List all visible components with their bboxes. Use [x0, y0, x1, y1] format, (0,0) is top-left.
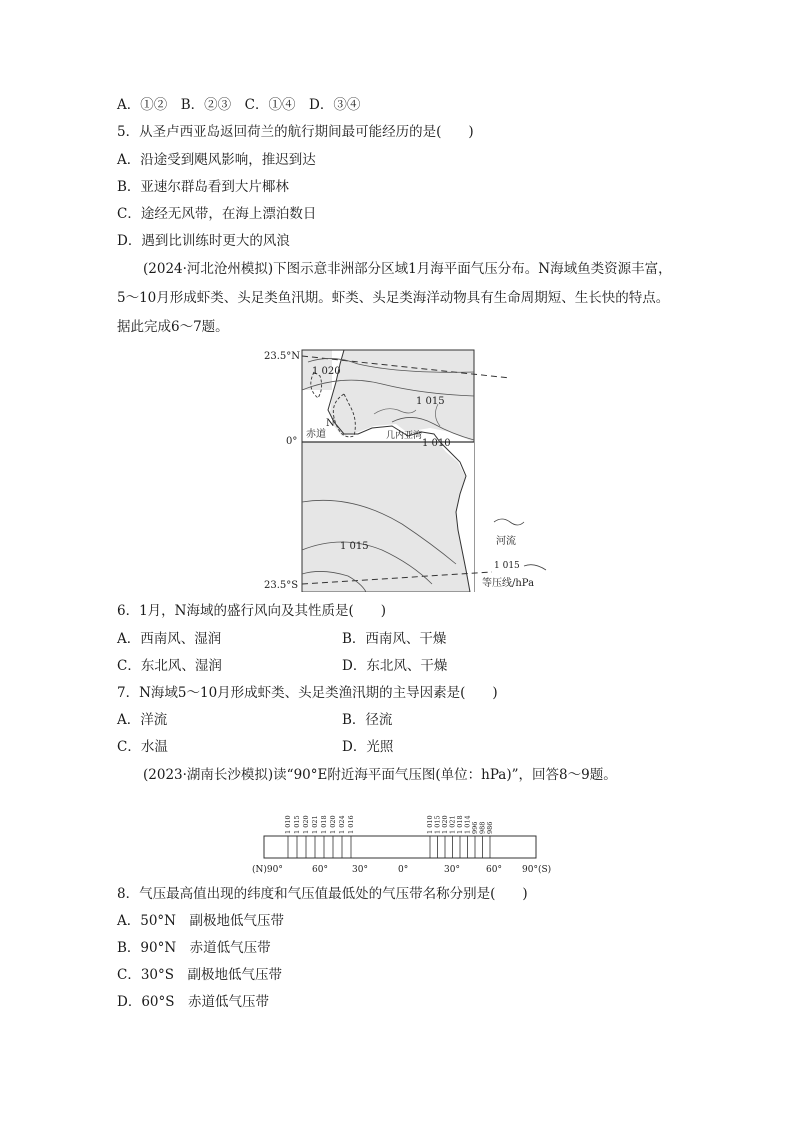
north-isobar-value: 1 020 [302, 815, 310, 834]
chart-frame [264, 836, 536, 858]
q7-option-c: C．水温 [117, 739, 168, 755]
latitude-tick-label: 30° [352, 865, 368, 875]
q5-option-d: D．遇到比训练时更大的风浪 [117, 233, 290, 249]
south-isobar-value: 996 [471, 821, 479, 834]
south-isobar-value: 1 014 [463, 815, 472, 834]
q8-option-c: C．30°S 副极地低气压带 [117, 967, 283, 983]
q8-stem: 8．气压最高值出现的纬度和气压值最低处的气压带名称分别是( ) [117, 886, 528, 902]
q8-option-b: B．90°N 赤道低气压带 [117, 940, 271, 956]
q6-option-b: B．西南风、干燥 [342, 631, 447, 647]
south-isobar-value: 1 021 [448, 815, 457, 834]
q5-stem: 5．从圣卢西亚岛返回荷兰的航行期间最可能经历的是( ) [117, 124, 474, 140]
intro-6-7-line2: 5～10月形成虾类、头足类鱼汛期。虾类、头足类海洋动物具有生命周期短、生长快的特点。 [117, 290, 670, 306]
north-isobar-value: 1 015 [293, 815, 301, 834]
q5-option-b: B．亚速尔群岛看到大片椰林 [117, 179, 289, 195]
latitude-tick-label: 60° [312, 865, 328, 875]
latitude-tick-label: 30° [444, 865, 460, 875]
isobar-label-1020: 1 020 [312, 366, 341, 377]
north-isobar-value: 1 018 [320, 815, 328, 834]
gulf-label: 几内亚湾 [386, 431, 423, 441]
intro-6-7-line3: 据此完成6～7题。 [117, 319, 229, 335]
south-isobar-value: 1 015 [433, 815, 442, 834]
q7-option-a: A．洋流 [117, 712, 168, 728]
north-isobar-value: 1 024 [338, 815, 346, 834]
south-isobar-value: 1 010 [426, 815, 434, 834]
isobar-label-1015-south: 1 015 [340, 541, 369, 552]
pressure-latitude-chart [240, 796, 560, 878]
q4-options: A．①② B．②③ C．①④ D．③④ [117, 97, 361, 113]
point-n-label: N [326, 418, 335, 429]
latitude-tick-label: 0° [398, 865, 409, 875]
legend-river-label: 河流 [496, 536, 516, 547]
isobar-label-1010: 1 010 [422, 438, 451, 449]
latitude-tick-label: 90°(S) [522, 865, 552, 875]
q6-option-c: C．东北风、湿润 [117, 658, 222, 674]
latitude-tick-label: 60° [486, 865, 502, 875]
q5-option-a: A．沿途受到飓风影响，推迟到达 [117, 152, 316, 168]
legend-isobar-value: 1 015 [494, 561, 520, 571]
latitude-tick-label: (N)90° [252, 865, 283, 875]
q7-option-d: D．光照 [342, 739, 394, 755]
legend-isobar-symbol [524, 565, 546, 570]
q6-stem: 6．1月，N海域的盛行风向及其性质是( ) [117, 603, 387, 619]
north-isobar-value: 1 010 [284, 815, 292, 834]
africa-pressure-map [262, 344, 554, 592]
lat-zero-label: 0° [286, 436, 298, 447]
south-isobar-value: 986 [486, 821, 494, 834]
q6-option-d: D．东北风、干燥 [342, 658, 448, 674]
q6-option-a: A．西南风、湿润 [117, 631, 222, 647]
north-isobar-value: 1 021 [311, 815, 319, 834]
intro-8-9: (2023·湖南长沙模拟)读“90°E附近海平面气压图(单位：hPa)”，回答8～9题。 [143, 767, 617, 783]
legend-isobar-label: 等压线/hPa [482, 578, 535, 589]
isobar-label-1015-north: 1 015 [416, 396, 445, 407]
equator-label: 赤道 [306, 429, 326, 440]
legend-river-symbol [494, 519, 524, 525]
north-isobar-value: 1 016 [347, 815, 355, 834]
south-isobar-value: 1 018 [456, 815, 464, 834]
lat-top-label: 23.5°N [264, 351, 301, 362]
intro-6-7-line1: (2024·河北沧州模拟)下图示意非洲部分区域1月海平面气压分布。N海域鱼类资源丰富， [143, 261, 672, 277]
q7-stem: 7．N海域5～10月形成虾类、头足类渔汛期的主导因素是( ) [117, 685, 498, 701]
lat-bottom-label: 23.5°S [264, 580, 299, 591]
q8-option-a: A．50°N 副极地低气压带 [117, 913, 284, 929]
south-isobar-value: 988 [478, 821, 487, 834]
north-isobar-value: 1 020 [329, 815, 337, 834]
south-isobar-value: 1 020 [441, 815, 449, 834]
q5-option-c: C．途经无风带，在海上漂泊数日 [117, 206, 317, 222]
q7-option-b: B．径流 [342, 712, 393, 728]
q8-option-d: D．60°S 赤道低气压带 [117, 994, 269, 1010]
